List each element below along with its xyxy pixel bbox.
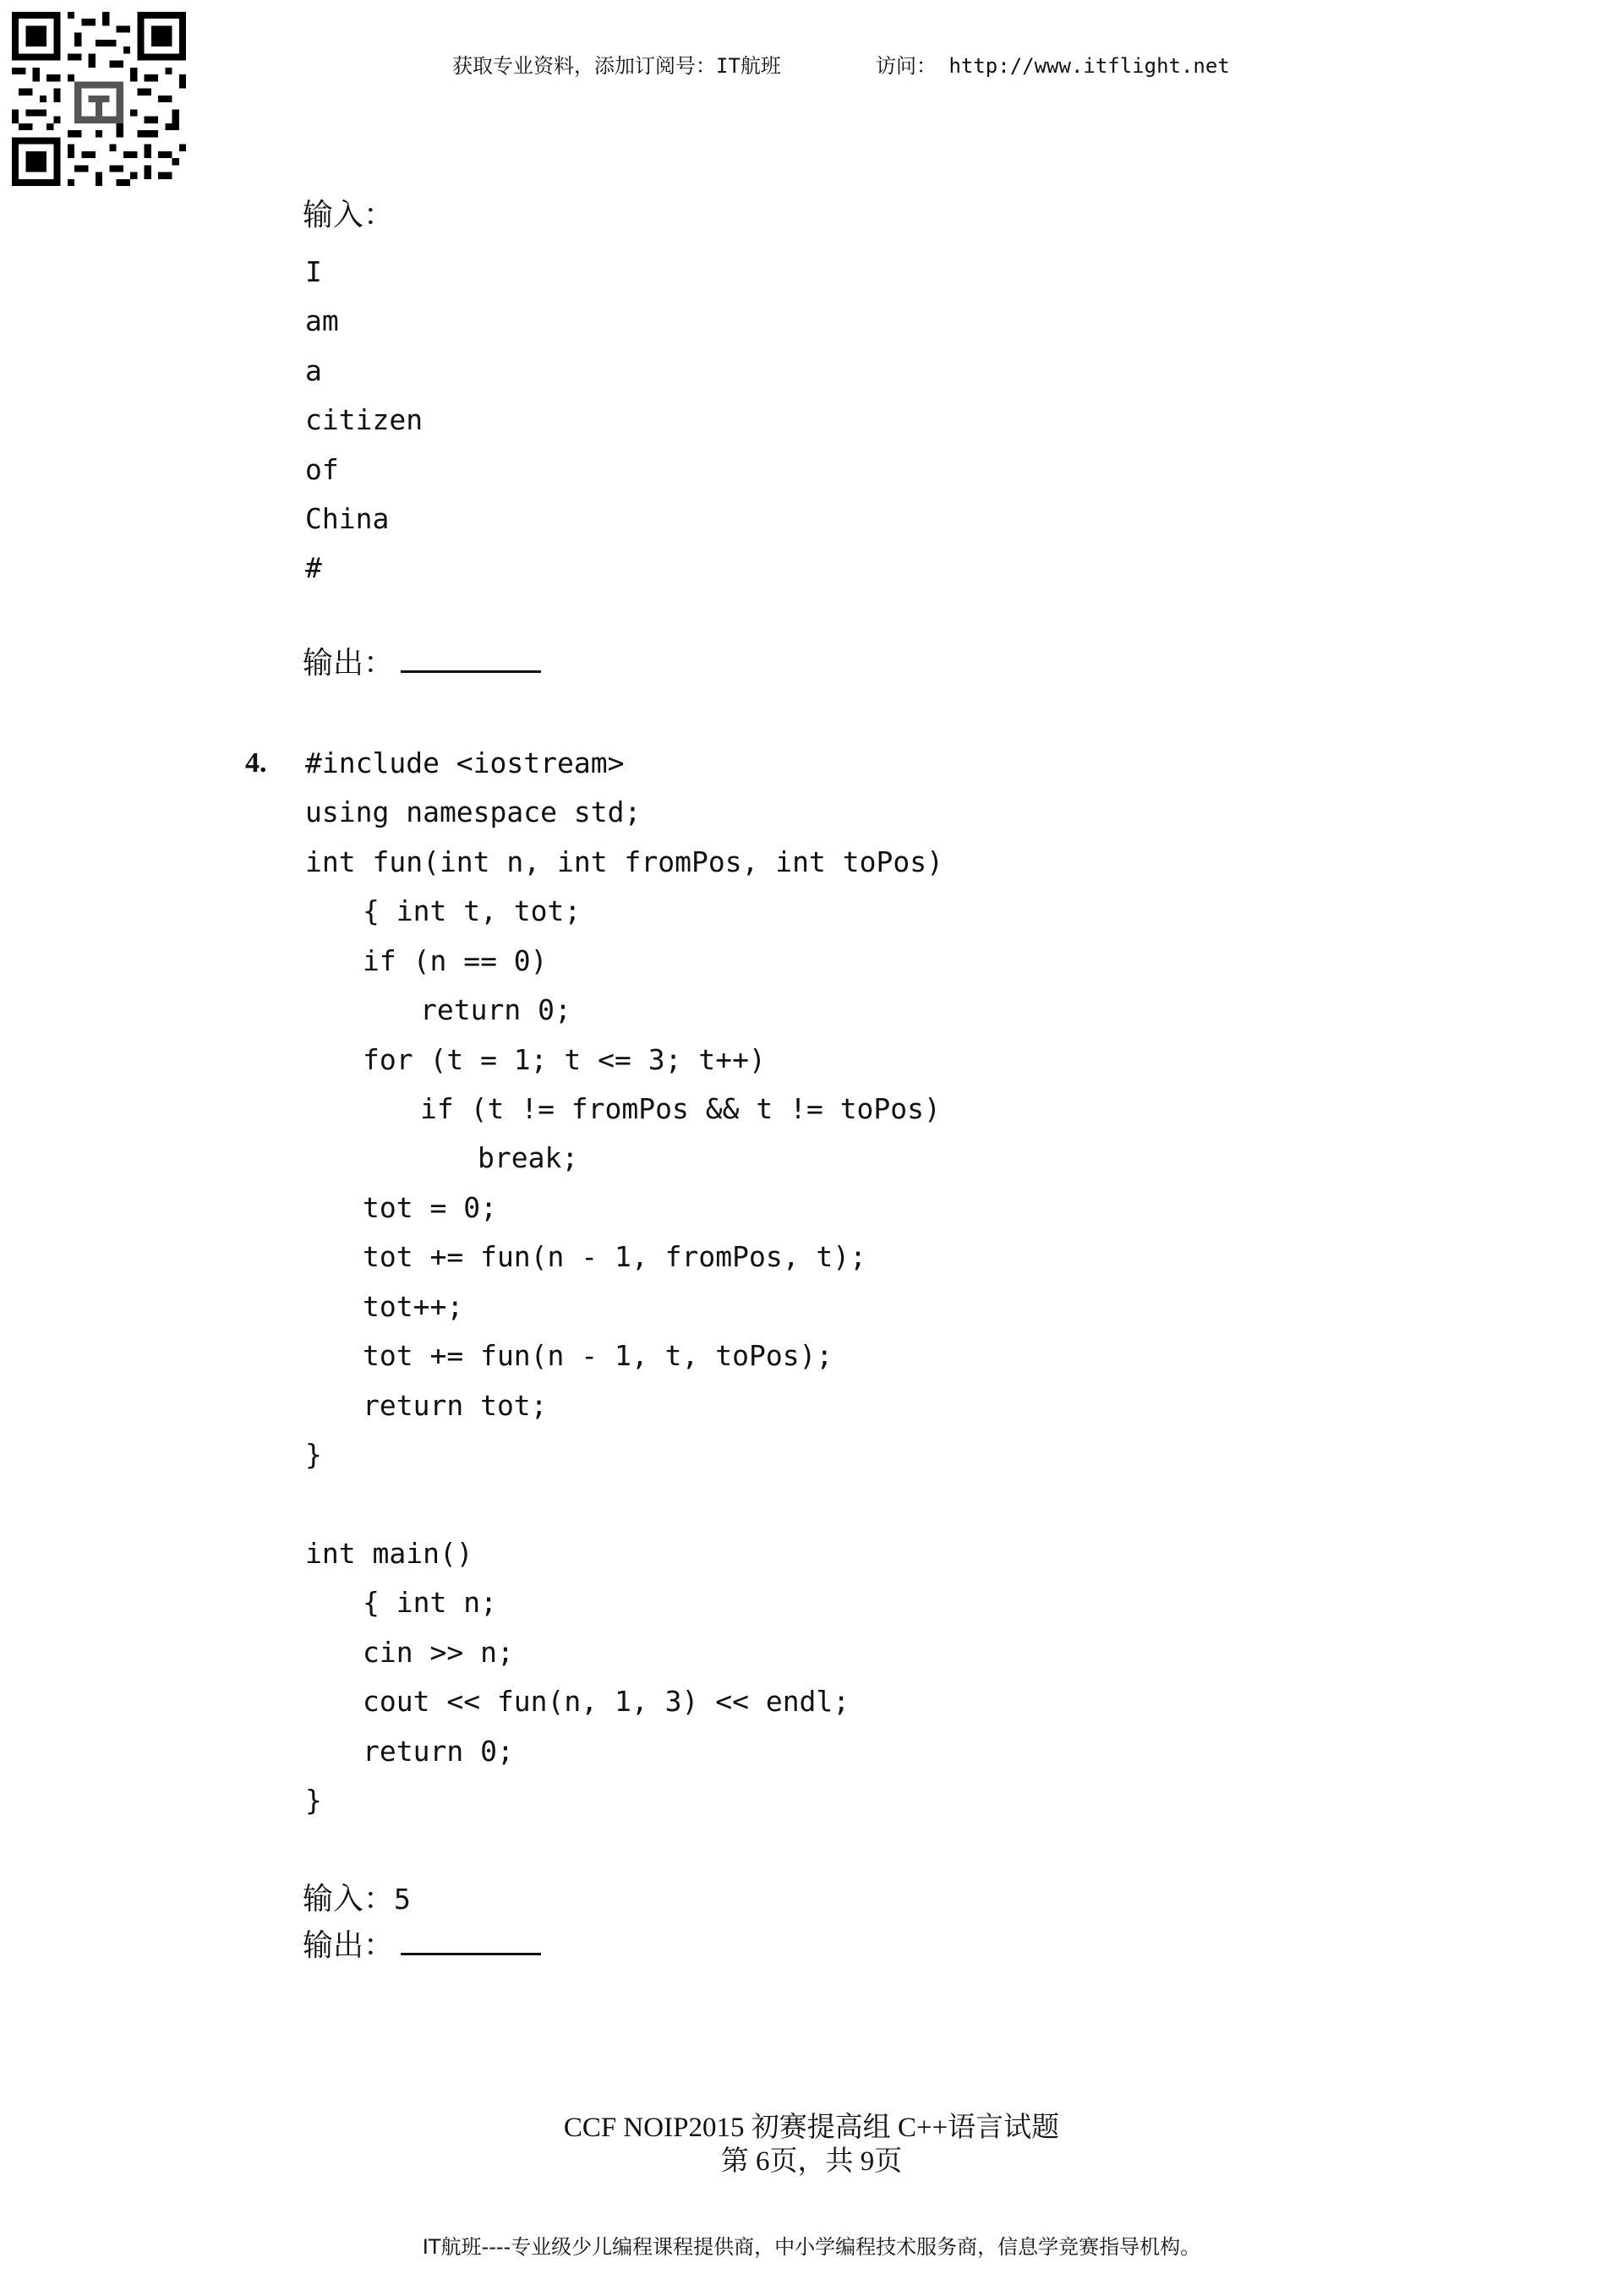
q4-output-label: 输出：	[303, 1928, 395, 1963]
q3-input-line: a	[305, 354, 322, 387]
qr-code-icon	[12, 12, 186, 186]
code-line: cout << fun(n, 1, 3) << endl;	[363, 1685, 850, 1718]
page-header	[0, 49, 1623, 83]
q3-input-line: I	[305, 255, 322, 288]
code-line: #include <iostream>	[305, 746, 625, 779]
code-line: { int n;	[363, 1586, 497, 1619]
q3-output-blank[interactable]	[401, 645, 541, 673]
q3-input-line: #	[305, 551, 322, 584]
q3-input-label: 输入：	[303, 198, 395, 232]
code-line: int fun(int n, int fromPos, int toPos)	[305, 845, 943, 878]
header-website-text: 访问： http://www.itflight.net	[876, 54, 1230, 78]
code-line: }	[305, 1784, 322, 1817]
footer-note: IT航班----专业级少儿编程课程提供商，中小学编程技术服务商，信息学竞赛指导机构。	[422, 2235, 1201, 2259]
code-line: int main()	[305, 1537, 473, 1570]
code-line: tot = 0;	[363, 1191, 497, 1224]
q3-input-line: citizen	[305, 403, 424, 436]
code-line: for (t = 1; t <= 3; t++)	[363, 1043, 766, 1076]
question-number: 4.	[245, 747, 267, 779]
code-line: return tot;	[363, 1389, 548, 1422]
q4-output-row	[303, 1927, 541, 1965]
q3-input-line: am	[305, 304, 339, 337]
header-subscription-text: 获取专业资料，添加订阅号：IT航班	[452, 54, 781, 78]
code-line: tot += fun(n - 1, fromPos, t);	[363, 1240, 867, 1273]
code-line: return 0;	[363, 1735, 514, 1768]
q4-input-value: 5	[394, 1883, 411, 1916]
code-line: cin >> n;	[363, 1636, 514, 1669]
code-line: using namespace std;	[305, 795, 642, 828]
q4-output-blank[interactable]	[401, 1927, 541, 1955]
code-line: return 0;	[420, 993, 571, 1026]
q3-input-line: China	[305, 502, 390, 535]
code-line: if (n == 0)	[363, 944, 548, 977]
code-line: { int t, tot;	[363, 894, 582, 927]
footer-title: CCF NOIP2015 初赛提高组 C++语言试题	[563, 2113, 1060, 2143]
code-line: tot += fun(n - 1, t, toPos);	[363, 1339, 833, 1372]
code-line: tot++;	[363, 1290, 464, 1323]
code-line: break;	[478, 1141, 579, 1174]
page-number: 第 6页，共 9页	[720, 2146, 903, 2177]
q3-output-row	[303, 644, 541, 683]
code-line: }	[305, 1438, 322, 1471]
q4-input-label: 输入：	[303, 1882, 395, 1916]
q4-input-row	[303, 1880, 411, 1919]
q3-input-line: of	[305, 453, 339, 486]
q3-output-label: 输出：	[303, 646, 395, 681]
code-line: if (t != fromPos && t != toPos)	[420, 1092, 941, 1125]
